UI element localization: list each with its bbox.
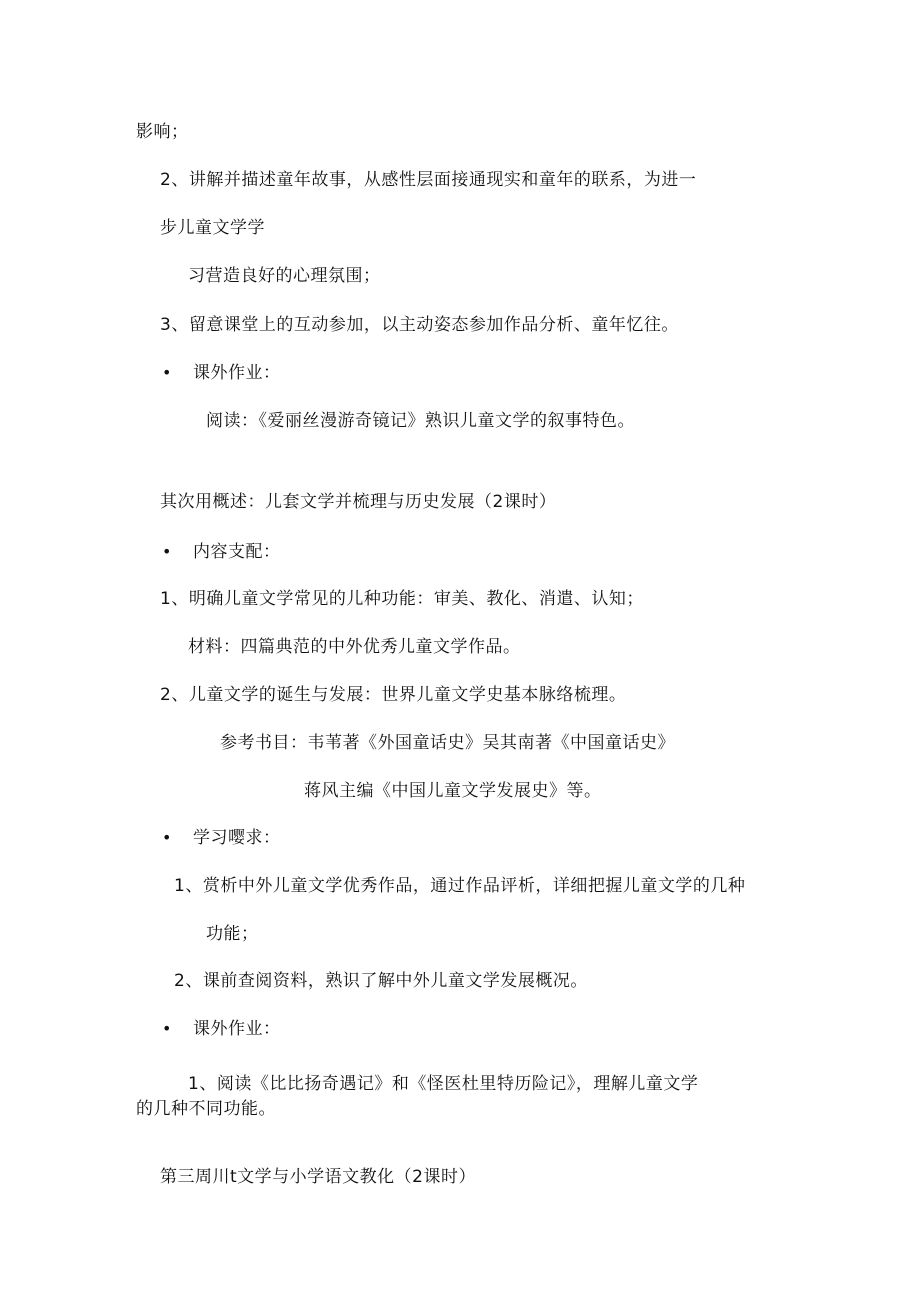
- section-title-week-3: 第三周川t文学与小学语文教化（2课时）: [160, 1167, 476, 1187]
- text-line-materials: 材料：四篇典范的中外优秀儿童文学作品。: [188, 637, 521, 657]
- text-line-item-2-explain: 2、讲解并描述童年故事，从感性层面接通现实和童年的联系，为进一: [160, 170, 697, 190]
- bullet-icon: •: [162, 542, 172, 561]
- bullet-icon: •: [162, 1019, 172, 1038]
- text-line-req-2: 2、课前查阅资料，熟识了解中外儿童文学发展概况。: [174, 971, 588, 991]
- bullet-icon: •: [162, 363, 172, 382]
- section-title-week-2: 其次用概述：儿套文学并梳理与历史发展（2课时）: [160, 492, 557, 512]
- text-line-continuation: 步儿童文学学: [160, 218, 265, 238]
- text-line-req-1-cont: 功能；: [206, 924, 259, 944]
- heading-homework: 课外作业：: [193, 363, 281, 383]
- heading-learning-requirements: 学习嘤求：: [193, 828, 281, 848]
- text-line-item-2-history: 2、儿童文学的诞生与发展：世界儿童文学史基本脉络梳理。: [160, 685, 627, 705]
- text-line-req-1: 1、赏析中外儿童文学优秀作品，通过作品评析，详细把握儿童文学的几种: [174, 876, 746, 896]
- text-line-homework-reading: 1、阅读《比比扬奇遇记》和《怪医杜里特历险记》，理解儿童文学: [188, 1074, 699, 1094]
- text-line-reference-books: 参考书目：韦苇著《外国童话史》吴其南著《中国童话史》: [220, 733, 675, 753]
- bullet-icon: •: [162, 828, 172, 847]
- heading-homework-2: 课外作业：: [193, 1019, 281, 1039]
- text-line-item-1-functions: 1、明确儿童文学常见的儿种功能：审美、教化、消遣、认知；: [160, 589, 644, 609]
- text-line-influence: 影响；: [136, 122, 189, 142]
- text-line-reference-books-2: 蒋风主编《中国儿童文学发展史》等。: [304, 781, 602, 801]
- text-line-homework-reading-cont: 的几种不同功能。: [136, 1099, 276, 1119]
- text-line-continuation-2: 习营造良好的心理氛围；: [188, 266, 381, 286]
- heading-content-arrangement: 内容支配：: [193, 542, 281, 562]
- text-line-reading-assignment: 阅读：《爱丽丝漫游奇镜记》熟识儿童文学的叙事特色。: [206, 411, 635, 431]
- text-line-item-3-interaction: 3、留意课堂上的互动参加，以主动姿态参加作品分析、童年忆往。: [160, 315, 679, 335]
